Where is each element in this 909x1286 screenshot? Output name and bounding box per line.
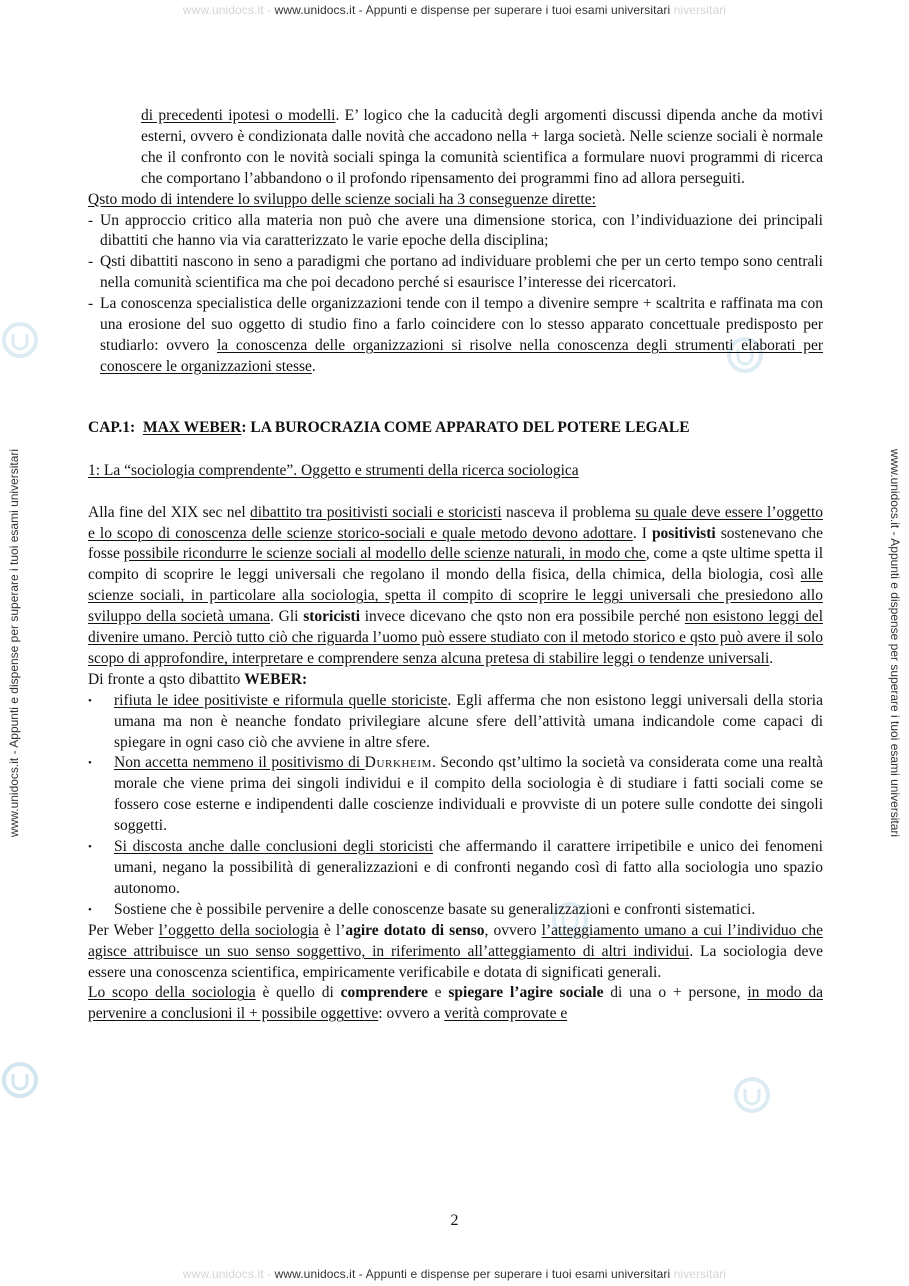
watermark-ghost-right: niversitari xyxy=(673,1267,727,1281)
unidocs-logo-icon xyxy=(732,1075,772,1115)
underlined-phrase: alle scienze sociali, in particolare alla sociologia, spetta il compito di scoprire le leggi universali che presiedono allo sviluppo della società umana xyxy=(88,566,823,626)
consequences-heading-text: Qsto modo di intendere lo sviluppo delle scienze sociali ha 3 conseguenze dirette: xyxy=(88,190,596,208)
text-run: : ovvero a xyxy=(378,1005,445,1023)
paragraph-object xyxy=(88,921,823,984)
watermark-ghost-right: niversitari xyxy=(673,3,727,17)
document-body xyxy=(88,106,823,1025)
text-run: . La sociologia deve essere una conoscenza scientifica, empiricamente verificabile e dotata di significati generali. xyxy=(88,942,823,981)
text-run: Di fronte a qsto dibattito xyxy=(88,670,245,688)
underlined-phrase: possibile ricondurre le scienze sociali al modello delle scienze naturali, in modo che xyxy=(123,545,646,563)
list-item xyxy=(88,753,823,837)
text-run: è l’ xyxy=(318,921,346,939)
text-run: , ovvero xyxy=(484,921,542,939)
text-run: Non accetta nemmeno il positivismo di xyxy=(114,754,365,772)
text-run: . xyxy=(769,649,774,667)
list-item xyxy=(88,691,823,754)
list-item: • Sostiene che è possibile pervenire a delle conoscenze basate su generalizzazioni e confronti sistematici. xyxy=(88,900,823,921)
bold-term: spiegare l’agire sociale xyxy=(448,984,604,1002)
text-run: invece dicevano che qsto non era possibile perché xyxy=(360,608,685,626)
underlined-phrase: dibattito tra positivisti sociali e storicisti xyxy=(250,503,502,521)
consequences-list xyxy=(88,211,823,378)
list-item: - Un approccio critico alla materia non può che avere una dimensione storica, con l’individuazione dei principali dibattiti che hanno via via caratterizzato le varie epoche della disciplina; xyxy=(88,211,823,253)
watermark-bottom xyxy=(0,1267,909,1281)
page-number: 2 xyxy=(450,1212,459,1229)
text-run: . Secondo qst’ultimo la società va considerata come una realtà morale che viene prima dei singoli individui e il compito della sociologia è di studiare i fatti sociali come se fossero cose esterne e indipendenti dalle coscienze individuali e provviste di un potere sulle condotte dei singoli soggetti. xyxy=(114,754,824,835)
text-run: . Egli afferma che non esistono leggi universali della storia umana ma non è neanche fondato privilegiare alcune sfere dell’attività umana indicandole come capaci di spiegare in ogni caso ciò che avviene in altre sfere. xyxy=(114,691,823,751)
text-run: . I xyxy=(632,524,652,542)
bold-term: agire dotato di senso xyxy=(345,921,485,939)
watermark-top-text: www.unidocs.it - Appunti e dispense per superare i tuoi esami universitari xyxy=(274,3,671,17)
bold-term: comprendere xyxy=(340,984,428,1002)
text-run: e xyxy=(427,984,449,1002)
intro-tail-paragraph xyxy=(141,106,823,190)
text-run: . Gli xyxy=(270,608,304,626)
text-run: sostenevano che fosse xyxy=(88,524,823,563)
underlined-phrase: rifiuta le idee positiviste e riformula quelle storiciste xyxy=(114,691,448,709)
paragraph-debate xyxy=(88,503,823,670)
watermark-top xyxy=(0,3,909,17)
unidocs-logo-icon xyxy=(0,1060,40,1100)
chapter-title-rest: : LA BUROCRAZIA COME APPARATO DEL POTERE LEGALE xyxy=(241,418,690,436)
underlined-phrase: non esistono leggi del divenire umano. Perciò tutto ciò che riguarda l’uomo può essere studiato con il metodo storico e qsto può avere il solo scopo di approfondire, interpretare e comprendere senza alcuna pretesa di stabilire leggi o tendenze universali xyxy=(88,608,823,667)
bold-term: positivisti xyxy=(651,524,716,542)
text-run: La conoscenza specialistica delle organizzazioni tende con il tempo a divenire sempre + scaltrita e raffinata ma con una erosione del suo oggetto di studio fino a farlo coincidere con lo stesso apparato concettuale predisposto per studiarlo: ovvero xyxy=(100,295,823,354)
watermark-ghost-left: www.unidocs.it - xyxy=(182,1267,272,1281)
text-run: . E’ logico che la caducità degli argomenti discussi dipenda anche da motivi esterni, ovvero è condizionata dalle novità che accadono nella + larga società. Nelle scienze sociali è normale che il confronto con le novità sociali spinga la comunità scientifica a formulare nuovi programmi di ricerca che comportano l’abbandono o il profondo ripensamento dei programmi fino ad allora perseguiti. xyxy=(141,107,823,187)
underlined-phrase: su quale deve essere l’oggetto e lo scopo di conoscenza delle scienze storico-sociali e quale metodo devono adottare xyxy=(88,503,823,542)
underlined-phrase: la conoscenza delle organizzazioni si risolve nella conoscenza degli strumenti elaborati per conoscere le organizzazioni stesse xyxy=(100,336,823,375)
bold-term: storicisti xyxy=(303,608,361,626)
watermark-right: www.unidocs.it - Appunti e dispense per superare i tuoi esami universitari xyxy=(888,448,902,838)
text-run: nasceva il problema xyxy=(501,503,636,521)
weber-positions-list xyxy=(88,691,823,921)
weber-intro xyxy=(88,670,823,691)
text-run: Alla fine del XIX sec nel xyxy=(88,503,251,521)
paragraph-scope xyxy=(88,983,823,1025)
watermark-ghost-left: www.unidocs.it - xyxy=(182,3,272,17)
section-title xyxy=(88,461,823,482)
text-run: . xyxy=(311,357,316,375)
underlined-phrase: Si discosta anche dalle conclusioni degli storicisti xyxy=(114,838,434,856)
underlined-phrase: di precedenti ipotesi o modelli xyxy=(141,107,336,124)
text-run: che affermando il carattere irripetibile e unico dei fenomeni umani, negano la possibilità di generalizzazioni e di confronti negando così di fatto alla sociologia uno spazio autonomo. xyxy=(114,838,823,897)
text-run: è quello di xyxy=(255,984,341,1002)
underlined-phrase: verità comprovate e xyxy=(444,1005,568,1023)
text-run: di una o + persone, xyxy=(603,984,748,1002)
consequences-heading xyxy=(88,190,823,211)
bold-term: WEBER: xyxy=(244,670,308,688)
section-title-text: 1: La “sociologia comprendente”. Oggetto e strumenti della ricerca sociologica xyxy=(88,461,579,479)
underlined-phrase: l’oggetto della sociologia xyxy=(158,921,319,939)
list-item xyxy=(88,837,823,900)
unidocs-logo-icon xyxy=(0,320,40,360)
underlined-phrase: in modo da pervenire a conclusioni il + possibile oggettive xyxy=(88,984,823,1023)
text-run: , come a qste ultime spetta il compito di scoprire le leggi universali che regolano il mondo della fisica, della chimica, della biologia, così xyxy=(88,545,824,584)
watermark-bottom-text: www.unidocs.it - Appunti e dispense per superare i tuoi esami universitari xyxy=(274,1267,671,1281)
list-item: - Qsti dibattiti nascono in seno a paradigmi che portano ad individuare problemi che per un certo tempo sono centrali nella comunità scientifica ma che poi decadono perché si esaurisce l’interesse dei ricercatori. xyxy=(88,252,823,294)
underlined-phrase xyxy=(114,754,365,771)
chapter-prefix: CAP.1: xyxy=(88,418,143,436)
author-name: Durkheim xyxy=(364,754,432,772)
chapter-author: MAX WEBER xyxy=(142,418,242,436)
watermark-left: www.unidocs.it - Appunti e dispense per superare i tuoi esami universitari xyxy=(7,448,21,838)
chapter-title xyxy=(88,418,823,439)
text-run: Per Weber xyxy=(88,921,159,939)
list-item xyxy=(88,294,823,378)
underlined-phrase: Lo scopo della sociologia xyxy=(88,984,256,1002)
underlined-phrase: l’atteggiamento umano a cui l’individuo che agisce attribuisce un suo senso soggettivo, in riferimento all’atteggiamento di altri individui xyxy=(88,921,823,960)
